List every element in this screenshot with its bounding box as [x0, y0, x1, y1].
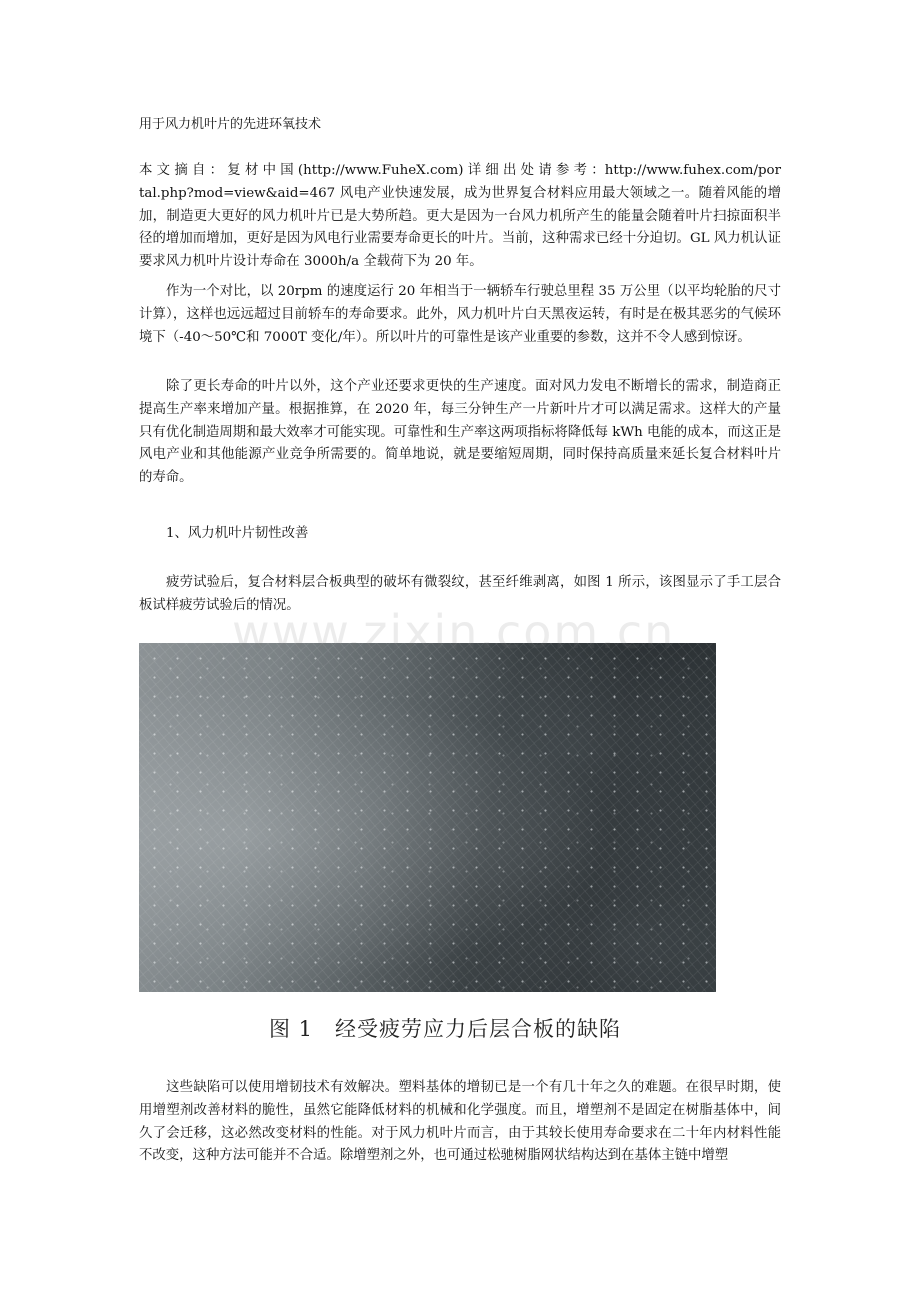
paragraph-toughening: 这些缺陷可以使用增韧技术有效解决。塑料基体的增韧已是一个有几十年之久的难题。在很早时期，使用增塑剂改善材料的脆性，虽然它能降低材料的机械和化学强度。而且，增塑剂不是固定在树脂基体中，间久了会迁移，这必然改变材料的性能。对于风力机叶片而言，由于其较长使用寿命要求在二十年内材料性能不改变，这种方法可能并不合适。除增塑剂之外，也可通过松驰树脂网状结构达到在基体主链中增塑	[139, 1080, 781, 1164]
document-title: 用于风力机叶片的先进环氧技术	[139, 117, 322, 132]
watermark-text: www.zixin.com.cn	[232, 605, 676, 659]
micro-crack-speckles	[139, 643, 716, 992]
paragraph-intro: 本 文 摘 自 ： 复 材 中 国 (http://www.FuheX.com) 详 细 出 处 请 参 考 ：http://www.fuhex.com/portal.php?mod=view&aid=467 风电产业快速发展，成为世界复合材料应用最大领域之一。随着风能的增加，制造更大更好的风力机叶片已是大势所趋。更大是因为一台风力机所产生的能量会随着叶片扫掠面积半径的增加而增加，更好是因为风电行业需要寿命更长的叶片。当前，这种需求已经十分迫切。GL 风力机认证要求风力机叶片设计寿命在 3000h/a 全载荷下为 20 年。	[139, 163, 781, 270]
paragraph-production: 除了更长寿命的叶片以外，这个产业还要求更快的生产速度。面对风力发电不断增长的需求，制造商正提高生产率来增加产量。根据推算，在 2020 年，每三分钟生产一片新叶片才可以满足需求。这样大的产量只有优化制造周期和最大效率才可能实现。可靠性和生产率这两项指标将降低每 kWh 电能的成本，而这正是风电产业和其他能源产业竞争所需要的。简单地说，就是要缩短周期，同时保持高质量来延长复合材料叶片的寿命。	[139, 379, 781, 486]
laminate-defect-photo	[139, 643, 716, 992]
figure-caption: 图 1 经受疲劳应力后层合板的缺陷	[269, 1017, 622, 1041]
paragraph-comparison: 作为一个对比，以 20rpm 的速度运行 20 年相当于一辆轿车行驶总里程 35 万公里（以平均轮胎的尺寸计算），这样也远远超过目前轿车的寿命要求。此外，风力机叶片白天黑夜运转，有时是在极其恶劣的气候环境下（-40～50℃和 7000T 变化/年）。所以叶片的可靠性是该产业重要的参数，这并不令人感到惊讶。	[139, 284, 781, 345]
paragraph-fatigue: 疲劳试验后，复合材料层合板典型的破坏有微裂纹，甚至纤维剥离，如图 1 所示，该图显示了手工层合板试样疲劳试验后的情况。	[139, 575, 781, 613]
section-heading-toughness: 1、风力机叶片韧性改善	[166, 526, 309, 541]
